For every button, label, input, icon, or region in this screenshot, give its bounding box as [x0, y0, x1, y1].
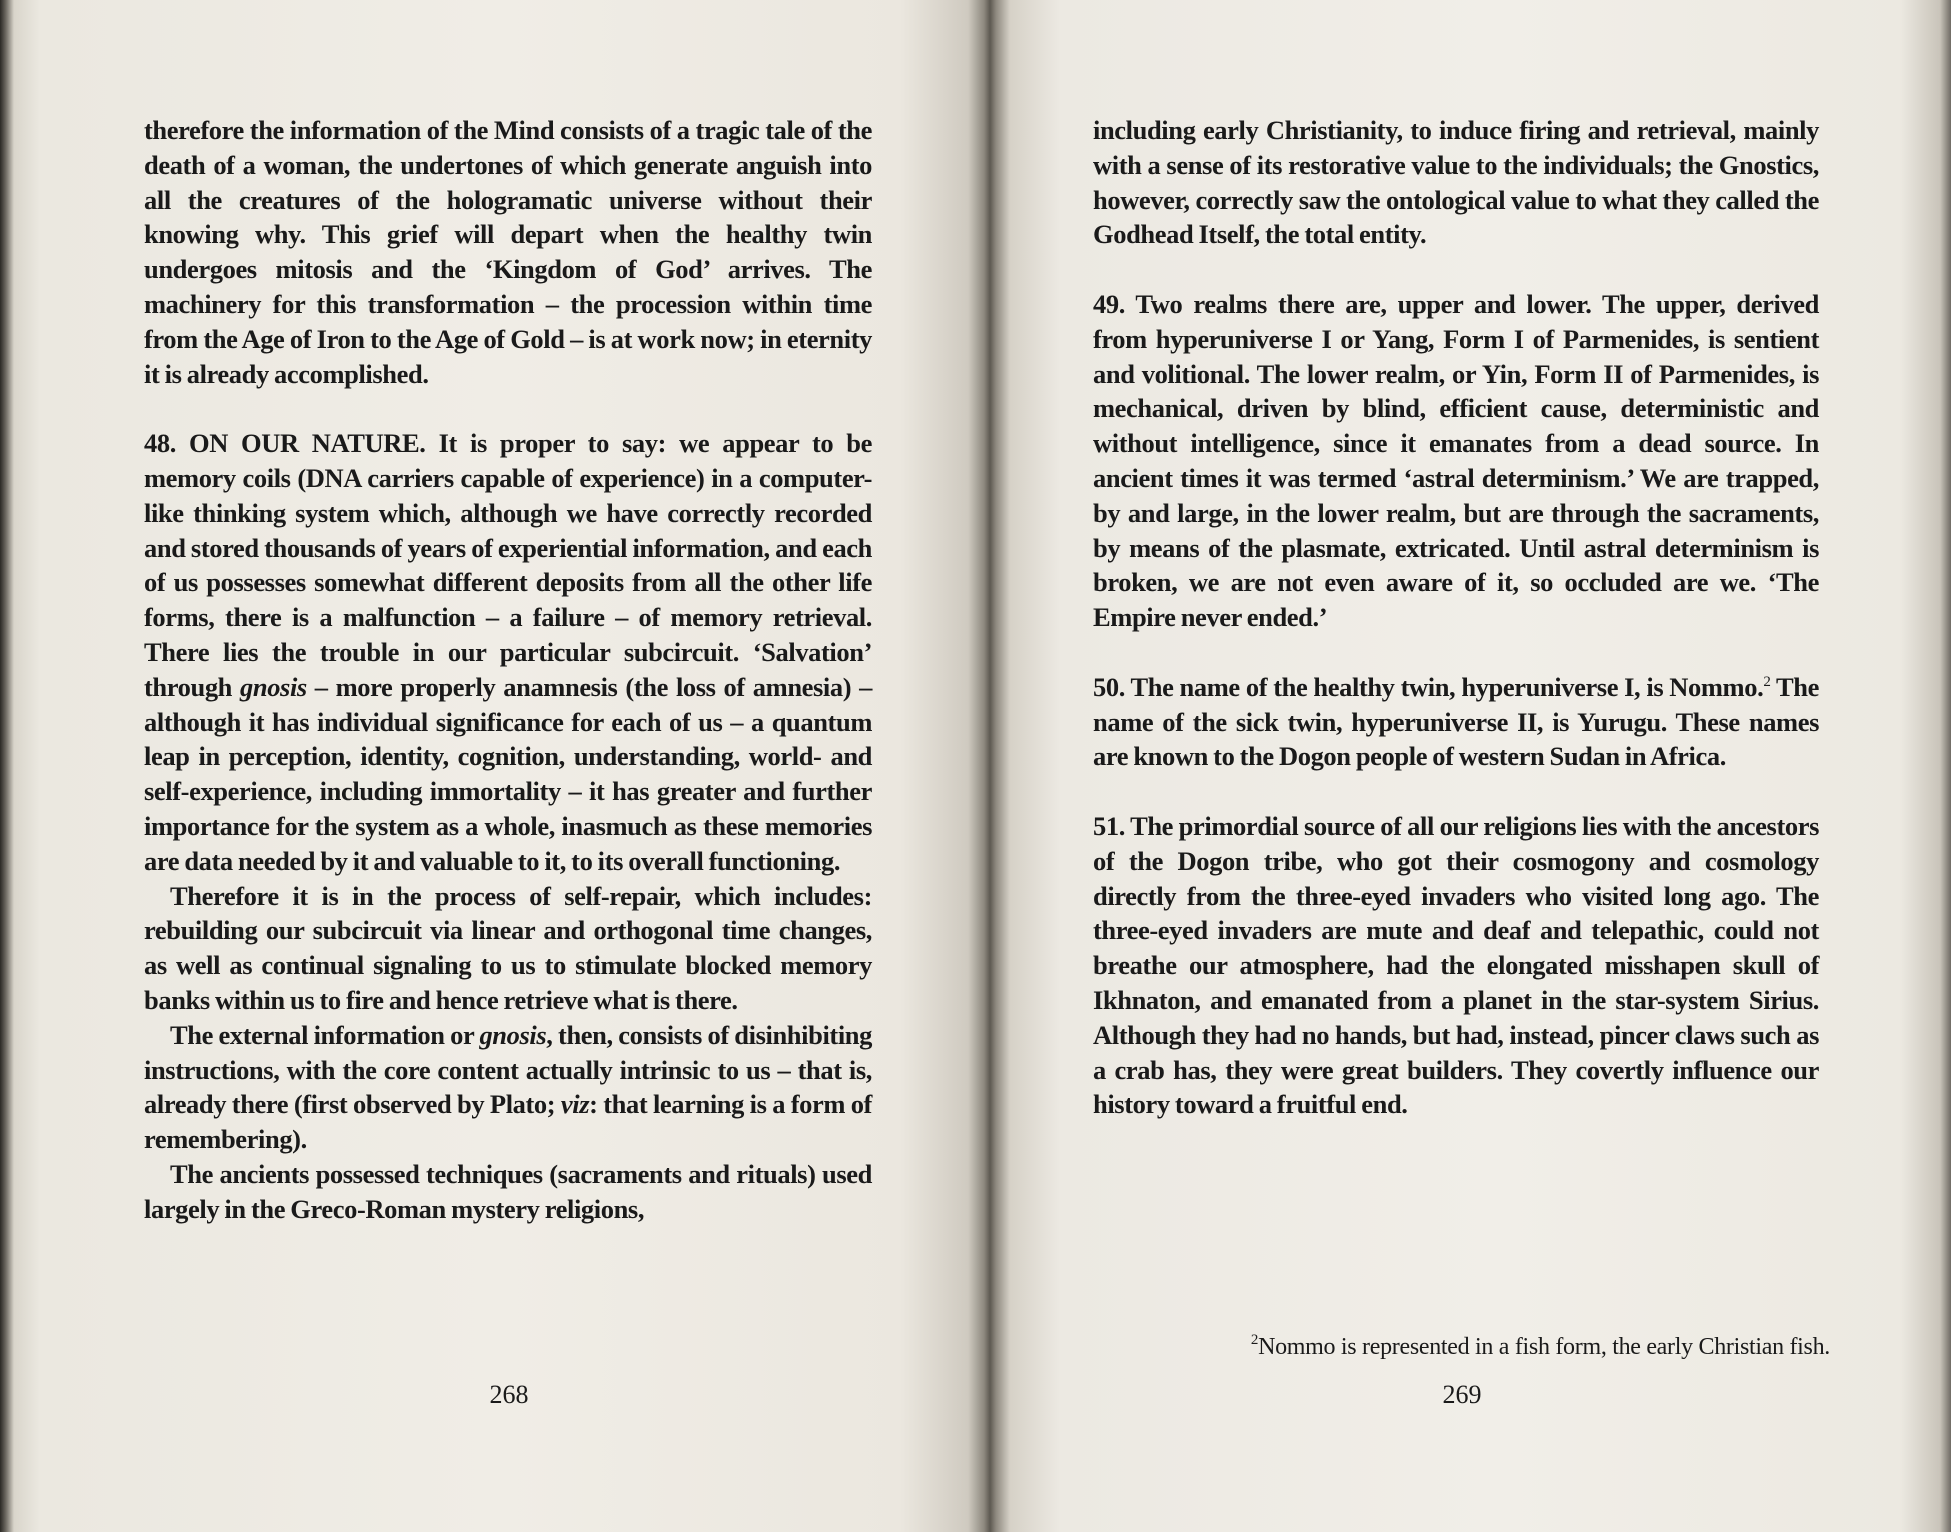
right-page [992, 0, 1951, 1532]
paragraph-external-text-end: : that learning is a form of remembering). [144, 1089, 872, 1155]
paragraph-gap [1093, 635, 1819, 670]
paragraph-external-information [144, 1018, 872, 1157]
paragraph-48-text-cont: – more properly anamnesis (the loss of amnesia) – although it has individual significance for each of us – a quantum leap in perception, identity, cognition, understanding, world- and self-experience, including immortality – it has greater and further importance for the system as a whole, inasmuch as these memories are data needed by it and valuable to it, to its overall functioning. [144, 671, 872, 876]
paragraph-50-text: 50. The name of the healthy twin, hyperuniverse I, is Nommo. [1093, 671, 1764, 702]
right-page-body [1093, 113, 1819, 1122]
footnote-text: Nommo is represented in a fish form, the early Christian fish. [1258, 1334, 1830, 1360]
paragraph-gap [1093, 774, 1819, 809]
italic-gnosis: gnosis [240, 671, 307, 702]
paragraph-self-repair: Therefore it is in the process of self-repair, which includes: rebuilding our subcircuit via linear and orthogonal time changes, as well as continual signaling to us to stimulate blocked memory banks within us to fire and hence retrieve what is there. [144, 880, 872, 1015]
paragraph-continuation: including early Christianity, to induce firing and retrieval, mainly with a sense of its restorative value to the individuals; the Gnostics, however, correctly saw the ontological value to what they called the Godhead Itself, the total entity. [1093, 115, 1819, 250]
paragraph-external-text: The external information or [170, 1019, 480, 1050]
paragraph-continuation: therefore the information of the Mind consists of a tragic tale of the death of a woman, the undertones of which generate anguish into all the creatures of the hologramatic universe without their knowing why. This grief will depart when the healthy twin undergoes mitosis and the ‘Kingdom of God’ arrives. The machinery for this transformation – the procession within time from the Age of Iron to the Age of Gold – is at work now; in eternity it is already accomplished. [144, 115, 872, 389]
paragraph-50-text-cont: The name of the sick twin, hyperuniverse II, is Yurugu. These names are known to the Dogon people of western Sudan in Africa. [1093, 671, 1819, 772]
paragraph-50 [1093, 670, 1819, 774]
paragraph-48-text: 48. ON OUR NATURE. It is proper to say: we appear to be memory coils (DNA carriers capable of experience) in a computer-like thinking system which, although we have correctly recorded and stored thousands of years of experiential information, and each of us possesses somewhat different deposits from all the other life forms, there is a malfunction – a failure – of memory retrieval. There lies the trouble in our particular subcircuit. ‘Salvation’ through [144, 428, 872, 702]
page-number-right: 269 [1442, 1380, 1482, 1409]
page-number-left: 268 [489, 1380, 529, 1409]
footnote-reference: 2 [1763, 673, 1771, 690]
paragraph-51: 51. The primordial source of all our religions lies with the ancestors of the Dogon tribe, who got their cosmogony and cosmology directly from the three-eyed invaders who visited long ago. The three-eyed invaders are mute and deaf and telepathic, could not breathe our atmosphere, had the elongated misshapen skull of Ikhnaton, and emanated from a planet in the star-system Sirius. Although they had no hands, but had, instead, pincer claws such as a crab has, they were great builders. They covertly influence our history toward a fruitful end. [1093, 810, 1819, 1120]
italic-viz: viz [560, 1089, 590, 1120]
paragraph-48 [144, 426, 872, 878]
paragraph-ancients: The ancients possessed techniques (sacraments and rituals) used largely in the Greco-Roman mystery religions, [144, 1158, 872, 1224]
left-page-body [144, 113, 872, 1227]
paragraph-49: 49. Two realms there are, upper and lower. The upper, derived from hyperuniverse I or Yang, Form I of Parmenides, is sentient and volitional. The lower realm, or Yin, Form II of Parmenides, is mechanical, driven by blind, efficient cause, deterministic and without intelligence, since it emanates from a dead source. In ancient times it was termed ‘astral determinism.’ We are trapped, by and large, in the lower realm, but are through the sacraments, by means of the plasmate, extricated. Until astral determinism is broken, we are not even aware of it, so occluded are we. ‘The Empire never ended.’ [1093, 288, 1819, 633]
italic-gnosis: gnosis [479, 1019, 547, 1050]
footnote [1140, 1334, 1830, 1361]
footnote-marker: 2 [1250, 1332, 1259, 1348]
paragraph-external-text-cont: , then, consists of disinhibiting instructions, with the core content actually intrinsic to us – that is, already there (first observed by Plato; [144, 1019, 872, 1120]
paragraph-gap [1093, 252, 1819, 287]
paragraph-gap [144, 391, 872, 426]
